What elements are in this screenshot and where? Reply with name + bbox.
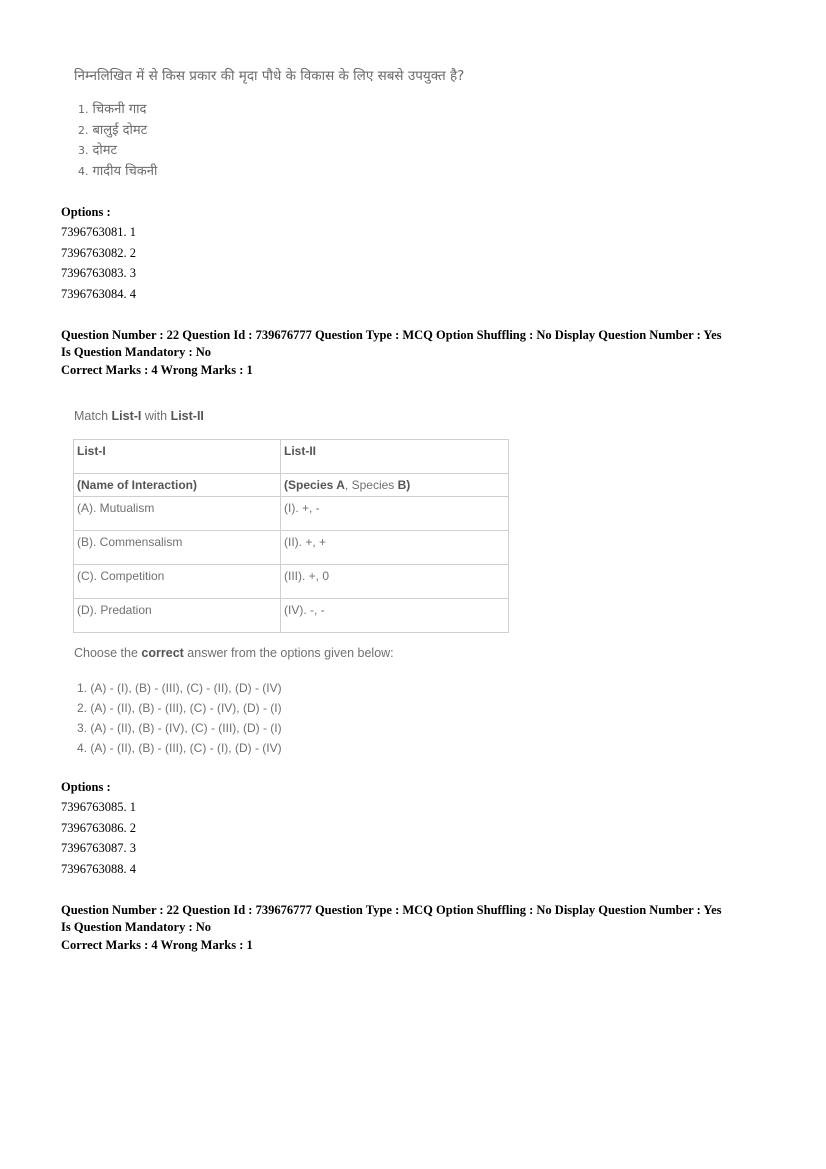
options-label: Options : xyxy=(61,205,111,219)
options-label: Options : xyxy=(61,780,111,794)
question-meta xyxy=(61,327,722,379)
match-table xyxy=(73,439,509,633)
table-cell: (III). +, 0 xyxy=(281,565,509,599)
match-title: Match List-I with List-II xyxy=(74,409,204,423)
table-cell: (A). Mutualism xyxy=(74,497,281,531)
option-item: 7396763085. 1 xyxy=(61,800,136,814)
table-subheader-cell: (Species A, Species B) xyxy=(281,474,509,497)
table-cell: (I). +, - xyxy=(281,497,509,531)
question-text-hindi: निम्नलिखित में से किस प्रकार की मृदा पौधे के विकास के लिए सबसे उपयुक्त है? xyxy=(74,68,465,84)
choice-item: 2. बालुई दोमट xyxy=(78,122,148,138)
choice-item: 3. दोमट xyxy=(78,143,118,158)
table-header-row xyxy=(74,440,509,474)
choice-item: 4. (A) - (II), (B) - (III), (C) - (I), (D) - (IV) xyxy=(77,741,282,755)
question-marks: Correct Marks : 4 Wrong Marks : 1 xyxy=(61,363,253,377)
question-meta-line: Is Question Mandatory : No xyxy=(61,344,212,359)
table-row xyxy=(74,497,509,531)
options-list xyxy=(61,222,136,304)
question-meta-line: Is Question Mandatory : No xyxy=(61,919,212,934)
table-row xyxy=(74,531,509,565)
table-row xyxy=(74,599,509,633)
question-meta xyxy=(61,902,722,954)
option-item: 7396763083. 3 xyxy=(61,266,136,280)
table-cell: (D). Predation xyxy=(74,599,281,633)
option-item: 7396763082. 2 xyxy=(61,245,136,260)
choice-item: 3. (A) - (II), (B) - (IV), (C) - (III), (D) - (I) xyxy=(77,721,282,735)
choose-instruction: Choose the correct answer from the options given below: xyxy=(74,646,394,660)
table-subheader-row xyxy=(74,474,509,497)
option-item: 7396763086. 2 xyxy=(61,820,136,835)
choice-item: 1. (A) - (I), (B) - (III), (C) - (II), (D) - (IV) xyxy=(77,681,282,695)
question-meta-line: Question Number : 22 Question Id : 739676777 Question Type : MCQ Option Shuffling : No Display Question Number : Yes xyxy=(61,328,722,342)
question-choices xyxy=(78,100,157,182)
table-cell: (IV). -, - xyxy=(281,599,509,633)
choice-item: 4. गादीय चिकनी xyxy=(78,163,158,179)
table-cell: (II). +, + xyxy=(281,531,509,565)
choice-item: 1. चिकनी गाद xyxy=(78,102,147,117)
table-cell: (B). Commensalism xyxy=(74,531,281,565)
options-list xyxy=(61,797,136,879)
option-item: 7396763087. 3 xyxy=(61,841,136,855)
option-item: 7396763084. 4 xyxy=(61,286,136,301)
question-choices xyxy=(77,678,282,758)
table-header-cell: List-I xyxy=(74,440,281,474)
option-item: 7396763088. 4 xyxy=(61,861,136,876)
choice-item: 2. (A) - (II), (B) - (III), (C) - (IV), (D) - (I) xyxy=(77,701,282,715)
table-row xyxy=(74,565,509,599)
table-subheader-cell: (Name of Interaction) xyxy=(74,474,281,497)
option-item: 7396763081. 1 xyxy=(61,225,136,239)
table-header-cell: List-II xyxy=(281,440,509,474)
table-cell: (C). Competition xyxy=(74,565,281,599)
question-meta-line: Question Number : 22 Question Id : 739676777 Question Type : MCQ Option Shuffling : No Display Question Number : Yes xyxy=(61,903,722,917)
question-marks: Correct Marks : 4 Wrong Marks : 1 xyxy=(61,938,253,952)
